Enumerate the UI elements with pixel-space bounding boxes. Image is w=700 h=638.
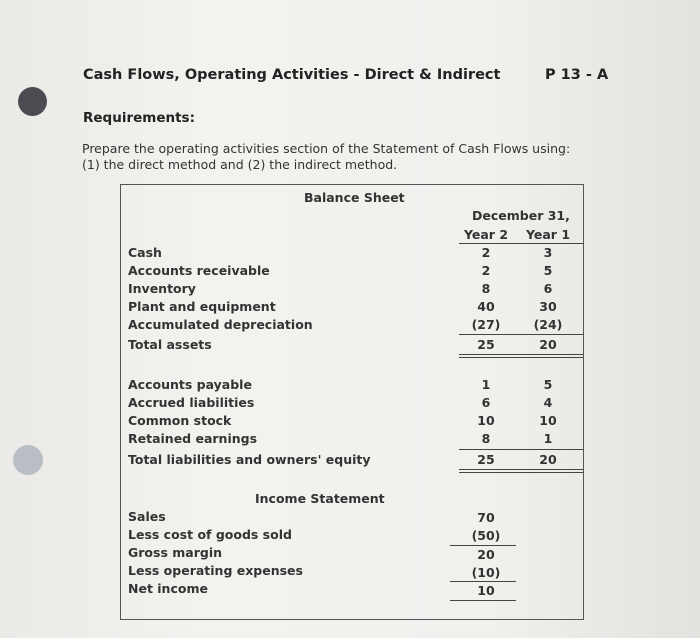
accumulated-depreciation-year1: (24): [533, 317, 563, 332]
net-income-line: [450, 581, 516, 582]
inventory-year2: 8: [481, 281, 491, 296]
row-label-total-liabilities-equity: Total liabilities and owners' equity: [128, 452, 371, 467]
retained-earnings-year1: 1: [543, 431, 553, 446]
cost-of-goods-sold-value: (50): [471, 528, 501, 543]
net-income-double-line-1: [450, 600, 516, 601]
liabilities-subtotal-line: [459, 449, 583, 450]
total-liabilities-equity-year1: 20: [539, 452, 557, 467]
row-label-sales: Sales: [128, 509, 166, 524]
total-liabilities-double-line-1: [459, 469, 583, 470]
cash-year2: 2: [481, 245, 491, 260]
requirements-heading: Requirements:: [83, 110, 195, 126]
problem-number: P 13 - A: [545, 67, 609, 83]
row-label-common-stock: Common stock: [128, 413, 232, 428]
total-assets-year1: 20: [539, 337, 557, 352]
binder-hole-bottom: [13, 445, 43, 475]
requirements-line-2: (1) the direct method and (2) the indirect method.: [82, 157, 398, 172]
income-statement-title: Income Statement: [255, 491, 385, 506]
plant-equipment-year1: 30: [539, 299, 557, 314]
gross-margin-line: [450, 545, 516, 546]
accounts-receivable-year1: 5: [543, 263, 553, 278]
accounts-payable-year2: 1: [481, 377, 491, 392]
row-label-net-income: Net income: [128, 581, 208, 596]
binder-hole-top: [18, 87, 47, 116]
requirements-line-1: Prepare the operating activities section of the Statement of Cash Flows using:: [82, 141, 571, 156]
row-label-operating-expenses: Less operating expenses: [128, 563, 303, 578]
page-title: Cash Flows, Operating Activities - Direct & Indirect: [83, 67, 501, 83]
col-header-year2: Year 2: [463, 227, 509, 242]
accounts-receivable-year2: 2: [481, 263, 491, 278]
accrued-liabilities-year2: 6: [481, 395, 491, 410]
total-assets-double-line-1: [459, 354, 583, 355]
row-label-accounts-payable: Accounts payable: [128, 377, 252, 392]
row-label-cash: Cash: [128, 245, 162, 260]
date-header: December 31,: [472, 208, 570, 223]
inventory-year1: 6: [543, 281, 553, 296]
row-label-accrued-liabilities: Accrued liabilities: [128, 395, 255, 410]
balance-sheet-title: Balance Sheet: [304, 190, 405, 205]
sales-value: 70: [477, 510, 495, 525]
requirements-text: [82, 141, 570, 173]
total-liabilities-double-line-2: [459, 472, 583, 473]
row-label-retained-earnings: Retained earnings: [128, 431, 258, 446]
net-income-value: 10: [477, 583, 495, 598]
operating-expenses-value: (10): [471, 565, 501, 580]
row-label-inventory: Inventory: [128, 281, 196, 296]
row-label-cost-of-goods-sold: Less cost of goods sold: [128, 527, 292, 542]
total-liabilities-equity-year2: 25: [477, 452, 495, 467]
common-stock-year1: 10: [539, 413, 557, 428]
row-label-gross-margin: Gross margin: [128, 545, 223, 560]
cash-year1: 3: [543, 245, 553, 260]
total-assets-year2: 25: [477, 337, 495, 352]
gross-margin-value: 20: [477, 547, 495, 562]
accrued-liabilities-year1: 4: [543, 395, 553, 410]
retained-earnings-year2: 8: [481, 431, 491, 446]
accumulated-depreciation-year2: (27): [471, 317, 501, 332]
plant-equipment-year2: 40: [477, 299, 495, 314]
accounts-payable-year1: 5: [543, 377, 553, 392]
assets-subtotal-line: [459, 334, 583, 335]
header-underline: [459, 243, 583, 244]
row-label-plant-equipment: Plant and equipment: [128, 299, 276, 314]
row-label-total-assets: Total assets: [128, 337, 212, 352]
row-label-accounts-receivable: Accounts receivable: [128, 263, 270, 278]
row-label-accumulated-depreciation: Accumulated depreciation: [128, 317, 313, 332]
common-stock-year2: 10: [477, 413, 495, 428]
total-assets-double-line-2: [459, 357, 583, 358]
col-header-year1: Year 1: [525, 227, 571, 242]
